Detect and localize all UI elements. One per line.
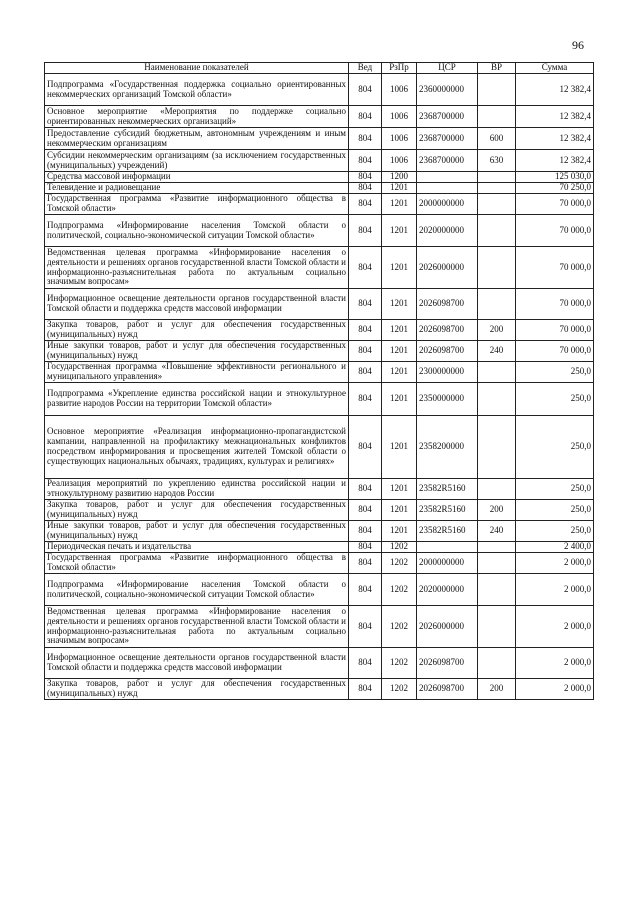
page-number: 96 (572, 38, 584, 52)
row-vr (478, 383, 516, 416)
row-name: Подпрограмма «Информирование населения Томской области о политической, социально-экономической ситуации Томской области» (45, 215, 349, 247)
row-name: Государственная программа «Развитие информационного общества в Томской области» (45, 553, 349, 574)
row-sum: 250,0 (516, 362, 594, 383)
header-csr: ЦСР (417, 63, 478, 74)
row-name: Подпрограмма «Государственная поддержка социально ориентированных некоммерческих организаций Томской области» (45, 74, 349, 106)
row-rzpr: 1201 (382, 383, 417, 416)
table-row (45, 574, 594, 606)
row-csr: 2350000000 (417, 383, 478, 416)
table-row (45, 320, 594, 341)
row-vr (478, 215, 516, 247)
row-name: Информационное освещение деятельности органов государственной власти Томской области и поддержка средств массовой информации (45, 289, 349, 320)
table-row (45, 215, 594, 247)
row-vr: 630 (478, 150, 516, 172)
row-sum: 250,0 (516, 521, 594, 542)
row-sum: 2 000,0 (516, 606, 594, 648)
row-ved: 804 (349, 679, 382, 700)
header-rzpr: РзПр (382, 63, 417, 74)
row-sum: 70 000,0 (516, 215, 594, 247)
table-row (45, 150, 594, 172)
row-rzpr: 1201 (382, 183, 417, 194)
table-row (45, 521, 594, 542)
header-ved: Вед (349, 63, 382, 74)
row-ved: 804 (349, 521, 382, 542)
row-rzpr: 1202 (382, 542, 417, 553)
header-vr: ВР (478, 63, 516, 74)
row-name: Закупка товаров, работ и услуг для обеспечения государственных (муниципальных) нужд (45, 320, 349, 341)
row-vr: 600 (478, 128, 516, 150)
row-name: Телевидение и радиовещание (45, 183, 349, 194)
row-vr (478, 289, 516, 320)
row-name: Подпрограмма «Укрепление единства российской нации и этнокультурное развитие народов России на территории Томской области» (45, 383, 349, 416)
table-row (45, 74, 594, 106)
table-row (45, 679, 594, 700)
table-row (45, 648, 594, 679)
table-row (45, 542, 594, 553)
row-name: Иные закупки товаров, работ и услуг для обеспечения государственных (муниципальных) нужд (45, 341, 349, 362)
row-name: Основное мероприятие «Мероприятия по поддержке социально ориентированных некоммерческих организаций» (45, 106, 349, 128)
row-sum: 70 250,0 (516, 183, 594, 194)
table-row (45, 183, 594, 194)
row-sum: 2 400,0 (516, 542, 594, 553)
row-rzpr: 1006 (382, 150, 417, 172)
row-csr: 2020000000 (417, 574, 478, 606)
row-csr: 2368700000 (417, 128, 478, 150)
row-vr: 200 (478, 500, 516, 521)
row-vr (478, 648, 516, 679)
row-ved: 804 (349, 341, 382, 362)
row-name: Ведомственная целевая программа «Информирование населения о деятельности и решениях органов государственной власти Томской области и информационно-разъяснительная работа по актуальным социально значимым вопросам» (45, 606, 349, 648)
table-body (45, 74, 594, 700)
row-name: Иные закупки товаров, работ и услуг для обеспечения государственных (муниципальных) нужд (45, 521, 349, 542)
row-vr: 200 (478, 679, 516, 700)
row-vr: 200 (478, 320, 516, 341)
row-vr (478, 479, 516, 500)
row-ved: 804 (349, 247, 382, 289)
row-csr: 2026098700 (417, 289, 478, 320)
table-row (45, 479, 594, 500)
row-ved: 804 (349, 320, 382, 341)
table-row (45, 128, 594, 150)
row-rzpr: 1202 (382, 679, 417, 700)
row-rzpr: 1201 (382, 479, 417, 500)
table-row (45, 289, 594, 320)
row-sum: 12 382,4 (516, 128, 594, 150)
row-vr (478, 106, 516, 128)
row-rzpr: 1200 (382, 172, 417, 183)
row-ved: 804 (349, 362, 382, 383)
row-csr: 2368700000 (417, 150, 478, 172)
row-sum: 70 000,0 (516, 320, 594, 341)
row-sum: 2 000,0 (516, 679, 594, 700)
row-rzpr: 1201 (382, 362, 417, 383)
row-rzpr: 1202 (382, 574, 417, 606)
row-name: Закупка товаров, работ и услуг для обеспечения государственных (муниципальных) нужд (45, 500, 349, 521)
row-rzpr: 1006 (382, 106, 417, 128)
row-rzpr: 1201 (382, 289, 417, 320)
table-row (45, 553, 594, 574)
row-rzpr: 1202 (382, 606, 417, 648)
row-ved: 804 (349, 648, 382, 679)
row-sum: 12 382,4 (516, 150, 594, 172)
row-sum: 125 030,0 (516, 172, 594, 183)
row-csr: 23582R5160 (417, 500, 478, 521)
table-row (45, 606, 594, 648)
table-row (45, 247, 594, 289)
row-csr: 2000000000 (417, 194, 478, 215)
row-sum: 2 000,0 (516, 574, 594, 606)
row-rzpr: 1201 (382, 247, 417, 289)
table-header-row (45, 63, 594, 74)
row-csr: 2300000000 (417, 362, 478, 383)
row-ved: 804 (349, 542, 382, 553)
row-rzpr: 1201 (382, 194, 417, 215)
row-csr: 23582R5160 (417, 479, 478, 500)
table-row (45, 172, 594, 183)
row-ved: 804 (349, 183, 382, 194)
row-csr: 2026000000 (417, 247, 478, 289)
table-row (45, 416, 594, 479)
table-row (45, 341, 594, 362)
row-vr (478, 172, 516, 183)
row-name: Реализация мероприятий по укреплению единства российской нации и этнокультурному развитию народов России (45, 479, 349, 500)
row-csr (417, 542, 478, 553)
row-sum: 12 382,4 (516, 106, 594, 128)
row-ved: 804 (349, 172, 382, 183)
row-name: Периодическая печать и издательства (45, 542, 349, 553)
table-row (45, 500, 594, 521)
row-name: Субсидии некоммерческим организациям (за исключением государственных (муниципальных) учреждений) (45, 150, 349, 172)
row-rzpr: 1201 (382, 521, 417, 542)
table-row (45, 106, 594, 128)
row-name: Предоставление субсидий бюджетным, автономным учреждениям и иным некоммерческим организациям (45, 128, 349, 150)
table-row (45, 383, 594, 416)
row-vr (478, 542, 516, 553)
row-ved: 804 (349, 289, 382, 320)
row-sum: 250,0 (516, 383, 594, 416)
row-sum: 70 000,0 (516, 289, 594, 320)
row-csr (417, 183, 478, 194)
row-rzpr: 1201 (382, 341, 417, 362)
row-ved: 804 (349, 606, 382, 648)
row-ved: 804 (349, 106, 382, 128)
row-csr: 2360000000 (417, 74, 478, 106)
row-rzpr: 1201 (382, 500, 417, 521)
row-csr (417, 172, 478, 183)
row-rzpr: 1201 (382, 215, 417, 247)
row-rzpr: 1202 (382, 553, 417, 574)
row-csr: 2000000000 (417, 553, 478, 574)
row-ved: 804 (349, 500, 382, 521)
budget-table (44, 62, 594, 700)
row-csr: 2368700000 (417, 106, 478, 128)
header-name: Наименование показателей (45, 63, 349, 74)
row-sum: 250,0 (516, 479, 594, 500)
row-vr: 240 (478, 521, 516, 542)
row-csr: 23582R5160 (417, 521, 478, 542)
row-ved: 804 (349, 150, 382, 172)
row-ved: 804 (349, 553, 382, 574)
row-vr (478, 553, 516, 574)
row-sum: 12 382,4 (516, 74, 594, 106)
row-rzpr: 1006 (382, 74, 417, 106)
row-rzpr: 1201 (382, 416, 417, 479)
row-ved: 804 (349, 574, 382, 606)
row-ved: 804 (349, 128, 382, 150)
row-csr: 2020000000 (417, 215, 478, 247)
row-sum: 2 000,0 (516, 553, 594, 574)
row-sum: 70 000,0 (516, 341, 594, 362)
row-name: Информационное освещение деятельности органов государственной власти Томской области и поддержка средств массовой информации (45, 648, 349, 679)
row-rzpr: 1202 (382, 648, 417, 679)
row-sum: 250,0 (516, 500, 594, 521)
row-ved: 804 (349, 383, 382, 416)
row-sum: 250,0 (516, 416, 594, 479)
row-name: Средства массовой информации (45, 172, 349, 183)
row-vr (478, 606, 516, 648)
row-rzpr: 1201 (382, 320, 417, 341)
row-vr: 240 (478, 341, 516, 362)
row-ved: 804 (349, 215, 382, 247)
row-ved: 804 (349, 416, 382, 479)
row-ved: 804 (349, 74, 382, 106)
row-vr (478, 574, 516, 606)
row-vr (478, 362, 516, 383)
table-row (45, 362, 594, 383)
row-sum: 2 000,0 (516, 648, 594, 679)
row-ved: 804 (349, 479, 382, 500)
row-vr (478, 416, 516, 479)
row-csr: 2358200000 (417, 416, 478, 479)
row-name: Государственная программа «Повышение эффективности регионального и муниципального управления» (45, 362, 349, 383)
row-csr: 2026098700 (417, 679, 478, 700)
row-csr: 2026098700 (417, 320, 478, 341)
row-name: Закупка товаров, работ и услуг для обеспечения государственных (муниципальных) нужд (45, 679, 349, 700)
row-name: Подпрограмма «Информирование населения Томской области о политической, социально-экономической ситуации Томской области» (45, 574, 349, 606)
row-ved: 804 (349, 194, 382, 215)
row-vr (478, 183, 516, 194)
row-name: Государственная программа «Развитие информационного общества в Томской области» (45, 194, 349, 215)
row-csr: 2026098700 (417, 341, 478, 362)
row-csr: 2026000000 (417, 606, 478, 648)
row-csr: 2026098700 (417, 648, 478, 679)
row-rzpr: 1006 (382, 128, 417, 150)
row-vr (478, 247, 516, 289)
row-sum: 70 000,0 (516, 194, 594, 215)
header-sum: Сумма (516, 63, 594, 74)
row-vr (478, 74, 516, 106)
row-sum: 70 000,0 (516, 247, 594, 289)
table-row (45, 194, 594, 215)
row-vr (478, 194, 516, 215)
row-name: Основное мероприятие «Реализация информационно-пропагандистской кампании, направленной на профилактику межнациональных конфликтов посредством информирования и просвещения жителей Томской области о существующих национальных обычаях, традициях, культурах и религиях» (45, 416, 349, 479)
row-name: Ведомственная целевая программа «Информирование населения о деятельности и решениях органов государственной власти Томской области и информационно-разъяснительная работа по актуальным социально значимым вопросам» (45, 247, 349, 289)
